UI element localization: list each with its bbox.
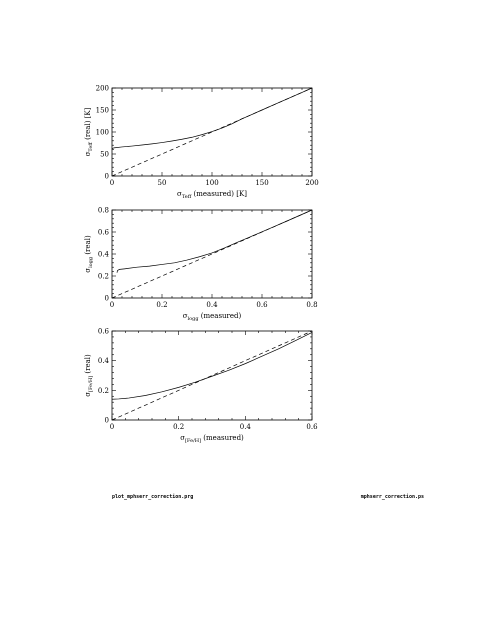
y-tick-label-feh: 0.6 [97,327,109,336]
y-tick-label-logg: 0.6 [97,228,109,237]
x-tick-label-teff: 0 [109,179,115,187]
series-solid-feh [112,332,312,399]
y-tick-label-teff: 100 [95,128,109,137]
y-tick-label-logg: 0 [104,294,109,303]
y-axis-label-feh: $\sigma_{[Fe/H]}$ (real) [84,354,94,397]
y-tick-label-feh: 0.2 [97,386,109,395]
y-tick-label-teff: 150 [95,106,109,115]
x-tick-label-logg: 0.4 [206,301,218,309]
x-tick-label-logg: 0.6 [256,301,268,309]
series-solid-logg [117,210,312,273]
footer-left-filename: plot_mphserr_correction.prg [112,494,194,500]
panel-teff [84,85,319,201]
y-axis-label-logg: $\sigma_{logg}$ (real) [84,235,94,273]
plot-frame-feh [112,331,312,420]
footer-right-filename: mphserr_correction.ps [360,494,424,500]
y-axis-label-teff: $\sigma_{Teff}$ (real) [K] [84,107,94,157]
x-tick-label-feh: 0.6 [306,423,318,431]
y-tick-label-feh: 0 [104,416,109,425]
y-tick-label-logg: 0.8 [97,206,109,215]
x-tick-label-logg: 0.8 [306,301,318,309]
series-dashed-feh [112,331,312,420]
y-tick-label-logg: 0.2 [97,272,109,281]
x-tick-label-teff: 150 [255,179,269,187]
x-tick-label-logg: 0 [109,301,115,309]
x-tick-label-logg: 0.2 [156,301,168,309]
x-tick-label-teff: 50 [157,179,167,187]
y-tick-label-teff: 200 [95,84,109,93]
series-dashed-logg [112,210,312,298]
panel-feh [84,328,318,445]
x-tick-label-feh: 0.2 [173,423,185,431]
series-solid-teff [112,88,312,149]
x-axis-label-feh: $\sigma_{[Fe/H]}$ (measured) [180,434,244,444]
x-tick-label-teff: 100 [205,179,219,187]
x-tick-label-feh: 0.4 [239,423,251,431]
panel-logg [84,207,318,323]
x-tick-label-teff: 200 [305,179,319,187]
y-tick-label-feh: 0.4 [97,357,109,366]
series-dashed-teff [112,88,312,176]
x-axis-label-logg: $\sigma_{logg}$ (measured) [182,312,242,322]
y-tick-label-logg: 0.4 [97,250,109,259]
x-axis-label-teff: $\sigma_{Teff}$ (measured) [K] [177,190,247,200]
y-tick-label-teff: 0 [104,172,109,181]
x-tick-label-feh: 0 [109,423,115,431]
y-tick-label-teff: 50 [100,150,109,159]
